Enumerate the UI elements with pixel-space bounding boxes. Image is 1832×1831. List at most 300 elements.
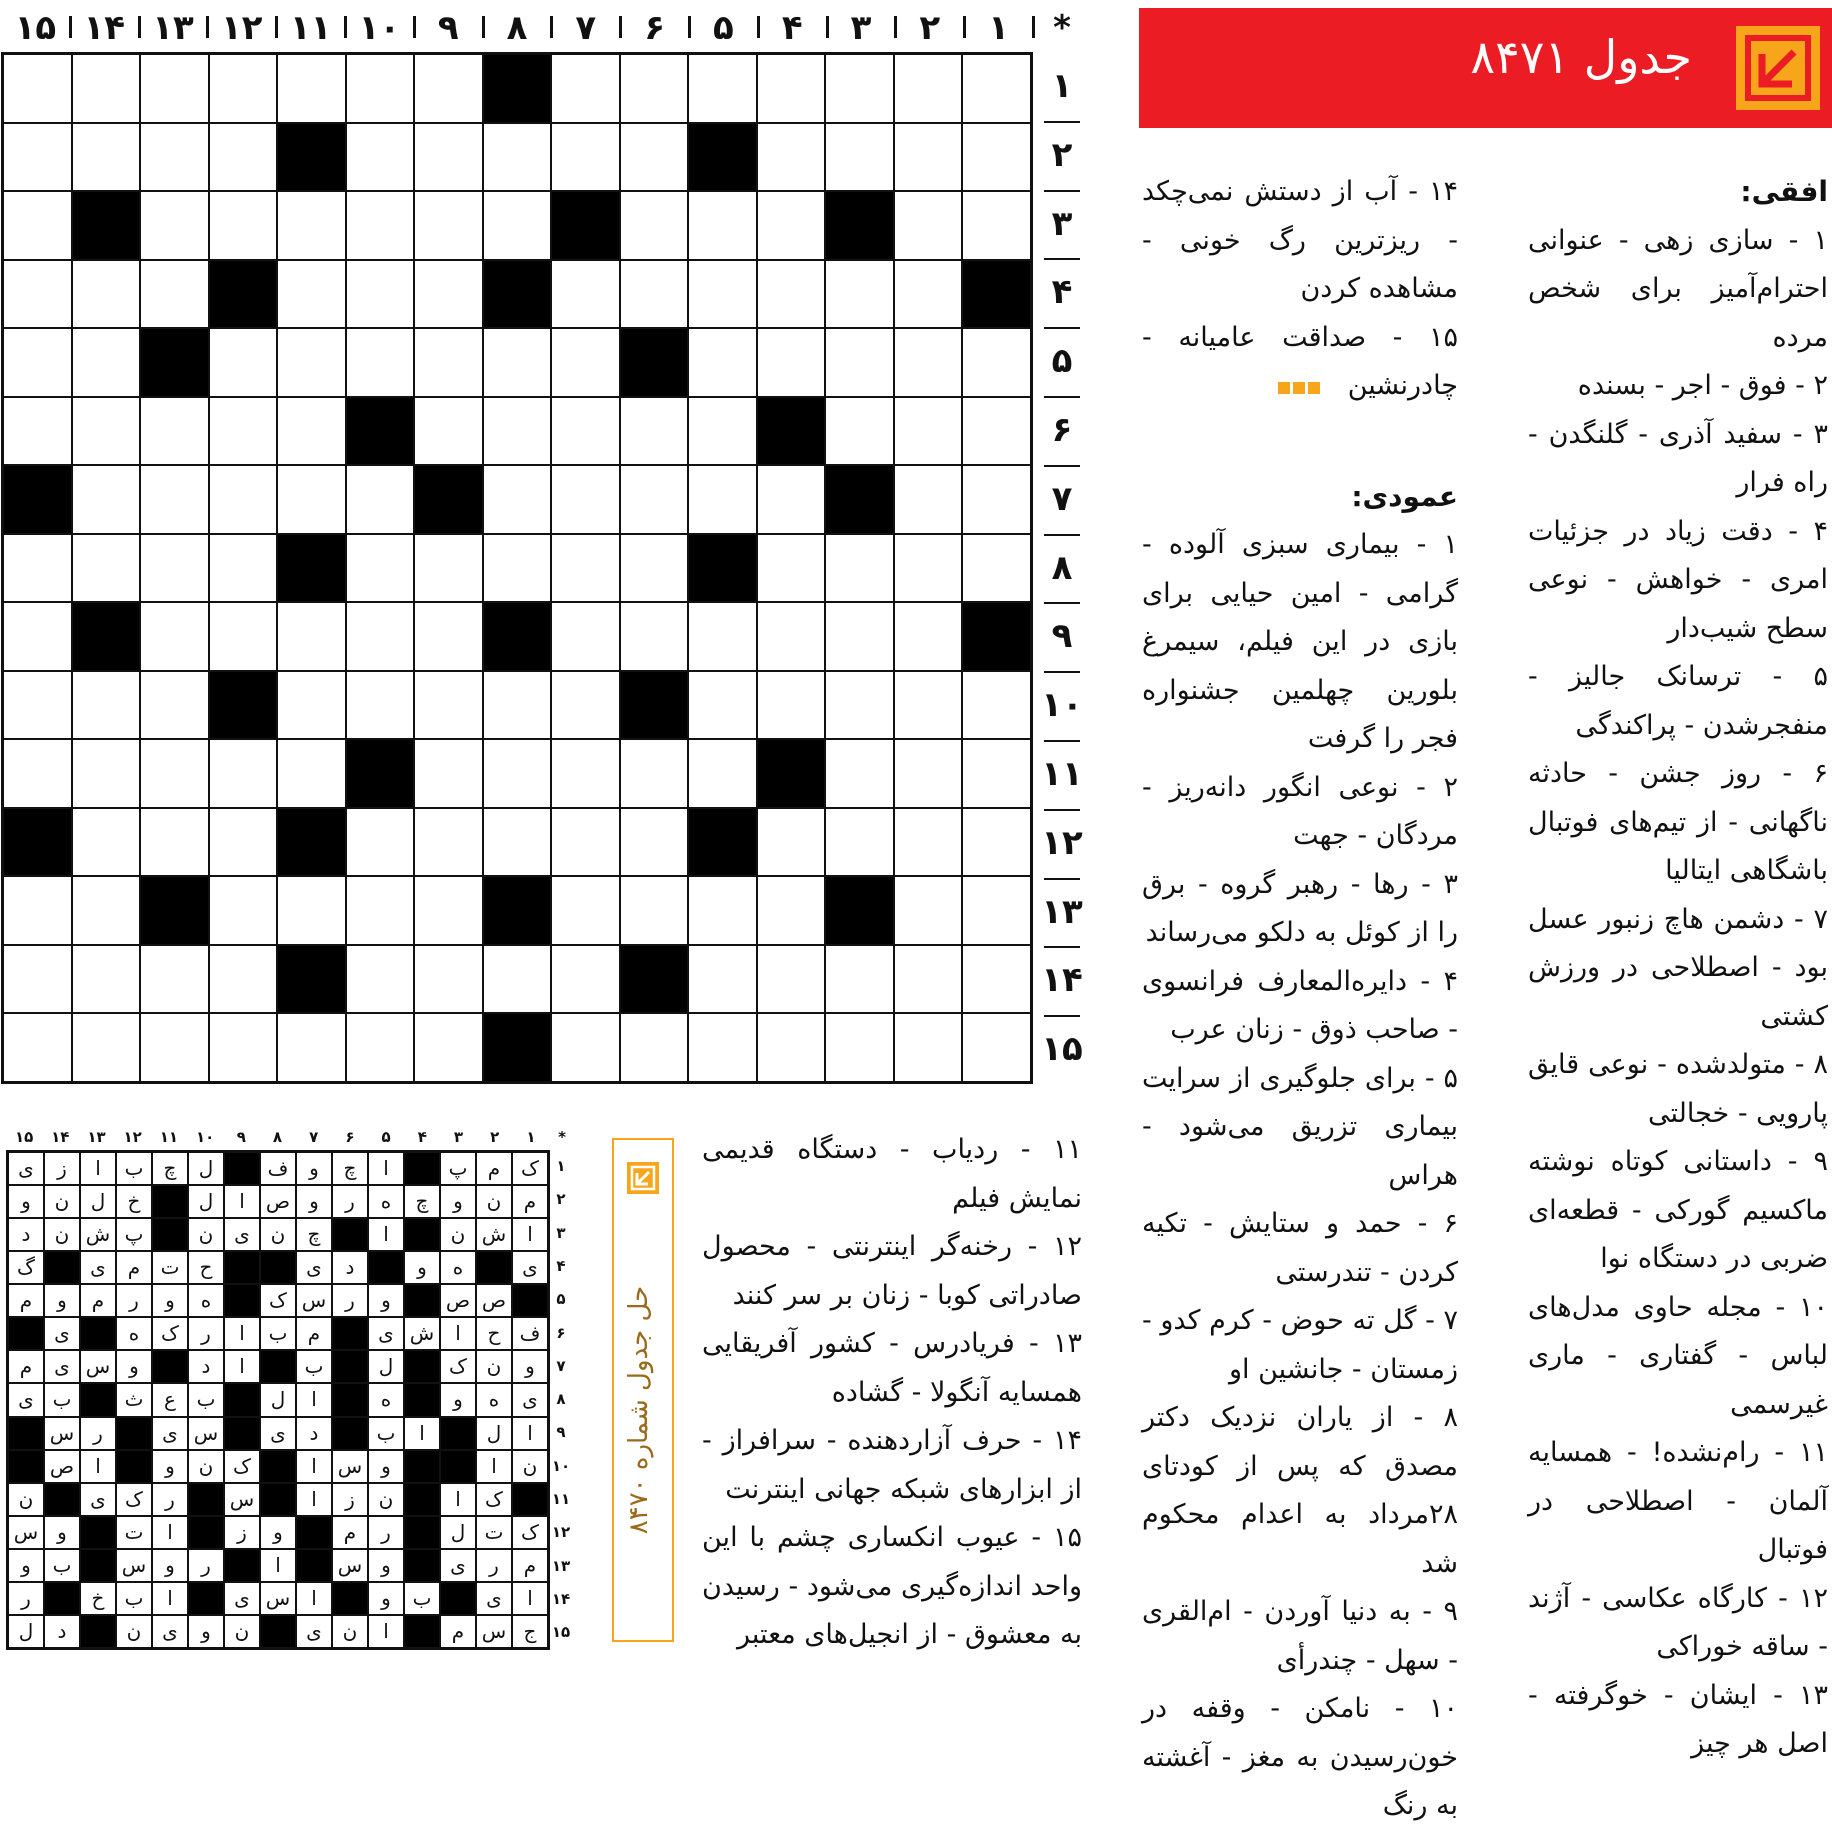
- empty-cell[interactable]: [551, 534, 620, 603]
- empty-cell[interactable]: [894, 54, 963, 123]
- solution-letter-cell: ب: [116, 1152, 152, 1185]
- empty-cell[interactable]: [894, 808, 963, 877]
- empty-cell[interactable]: [414, 945, 483, 1014]
- solution-letter-cell: ر: [368, 1516, 404, 1549]
- empty-cell[interactable]: [140, 397, 209, 466]
- empty-cell[interactable]: [620, 123, 689, 192]
- solution-letter-cell: و: [152, 1284, 188, 1317]
- empty-cell[interactable]: [962, 876, 1031, 945]
- column-number: ۳: [850, 8, 872, 48]
- empty-cell[interactable]: [551, 260, 620, 329]
- empty-cell[interactable]: [277, 465, 346, 534]
- vertical-clue: ۵ - برای جلوگیری از سرایت بیماری تزریق می‌شود - هراس: [1142, 1062, 1458, 1191]
- empty-cell[interactable]: [140, 1013, 209, 1082]
- empty-cell[interactable]: [209, 328, 278, 397]
- empty-cell[interactable]: [825, 945, 894, 1014]
- solution-letter-cell: ت: [476, 1516, 512, 1549]
- empty-cell[interactable]: [414, 54, 483, 123]
- empty-cell[interactable]: [757, 123, 826, 192]
- empty-cell[interactable]: [346, 945, 415, 1014]
- solution-letter-cell: ن: [512, 1450, 548, 1483]
- solution-letter-cell: م: [8, 1284, 44, 1317]
- solution-letter-cell: م: [296, 1317, 332, 1350]
- solution-black-cell: [224, 1152, 260, 1185]
- empty-cell[interactable]: [825, 328, 894, 397]
- empty-cell[interactable]: [483, 739, 552, 808]
- solution-black-cell: [224, 1284, 260, 1317]
- empty-cell[interactable]: [757, 534, 826, 603]
- solution-black-cell: [404, 1152, 440, 1185]
- empty-cell[interactable]: [962, 123, 1031, 192]
- empty-cell[interactable]: [688, 739, 757, 808]
- empty-cell[interactable]: [551, 671, 620, 740]
- solution-column-number: ۱۲: [123, 1128, 142, 1146]
- empty-cell[interactable]: [620, 191, 689, 260]
- empty-cell[interactable]: [209, 123, 278, 192]
- empty-cell[interactable]: [894, 1013, 963, 1082]
- empty-cell[interactable]: [3, 602, 72, 671]
- black-cell: [620, 945, 689, 1014]
- empty-cell[interactable]: [620, 1013, 689, 1082]
- empty-cell[interactable]: [688, 1013, 757, 1082]
- empty-cell[interactable]: [414, 602, 483, 671]
- empty-cell[interactable]: [620, 876, 689, 945]
- column-separator: [413, 16, 416, 38]
- empty-cell[interactable]: [3, 123, 72, 192]
- empty-cell[interactable]: [277, 739, 346, 808]
- empty-cell[interactable]: [688, 671, 757, 740]
- empty-cell[interactable]: [757, 876, 826, 945]
- empty-cell[interactable]: [346, 191, 415, 260]
- solution-black-cell: [404, 1284, 440, 1317]
- empty-cell[interactable]: [483, 671, 552, 740]
- solution-letter-cell: س: [332, 1450, 368, 1483]
- empty-cell[interactable]: [3, 945, 72, 1014]
- black-cell: [72, 191, 141, 260]
- empty-cell[interactable]: [757, 54, 826, 123]
- empty-cell[interactable]: [209, 739, 278, 808]
- row-number: ۱۴: [1041, 960, 1083, 1001]
- empty-cell[interactable]: [72, 465, 141, 534]
- empty-cell[interactable]: [414, 1013, 483, 1082]
- empty-cell[interactable]: [346, 328, 415, 397]
- solution-black-cell: [116, 1450, 152, 1483]
- empty-cell[interactable]: [3, 191, 72, 260]
- empty-cell[interactable]: [277, 191, 346, 260]
- empty-cell[interactable]: [72, 876, 141, 945]
- solution-letter-cell: ی: [224, 1218, 260, 1251]
- solution-letter-cell: ر: [332, 1185, 368, 1218]
- solution-column-number: ۹: [236, 1128, 246, 1146]
- solution-black-cell: [404, 1383, 440, 1416]
- black-cell: [140, 876, 209, 945]
- empty-cell[interactable]: [962, 808, 1031, 877]
- empty-cell[interactable]: [825, 602, 894, 671]
- empty-cell[interactable]: [277, 328, 346, 397]
- solution-letter-cell: و: [296, 1152, 332, 1185]
- solution-black-cell: [440, 1450, 476, 1483]
- vertical-clue: ۱۴ - حرف آزاردهنده - سرافراز - از ابزارهای شبکه جهانی اینترنت: [702, 1425, 1082, 1505]
- empty-cell[interactable]: [140, 465, 209, 534]
- solution-black-cell: [404, 1450, 440, 1483]
- solution-black-cell: [260, 1350, 296, 1383]
- black-cell: [277, 808, 346, 877]
- horizontal-clue: ۱۲ - کارگاه عکاسی - آژند - ساقه خوراکی: [1528, 1582, 1828, 1662]
- empty-cell[interactable]: [688, 465, 757, 534]
- solution-letter-cell: ی: [296, 1251, 332, 1284]
- solution-letter-cell: ن: [8, 1483, 44, 1516]
- empty-cell[interactable]: [894, 534, 963, 603]
- solution-letter-cell: ن: [440, 1218, 476, 1251]
- solution-letter-cell: ا: [296, 1483, 332, 1516]
- black-cell: [483, 54, 552, 123]
- empty-cell[interactable]: [894, 876, 963, 945]
- solution-letter-cell: ل: [440, 1516, 476, 1549]
- empty-cell[interactable]: [209, 465, 278, 534]
- vertical-clue: ۱۲ - رخنه‌گر اینترنتی - محصول صادراتی کوبا - زنان بر سر کنند: [702, 1231, 1082, 1311]
- empty-cell[interactable]: [277, 397, 346, 466]
- solution-black-cell: [332, 1317, 368, 1350]
- solution-letter-cell: ه: [368, 1185, 404, 1218]
- black-cell: [209, 260, 278, 329]
- empty-cell[interactable]: [414, 328, 483, 397]
- empty-cell[interactable]: [894, 671, 963, 740]
- empty-cell[interactable]: [277, 1013, 346, 1082]
- black-cell: [277, 534, 346, 603]
- empty-cell[interactable]: [346, 260, 415, 329]
- black-cell: [757, 739, 826, 808]
- empty-cell[interactable]: [620, 465, 689, 534]
- empty-cell[interactable]: [551, 945, 620, 1014]
- solution-black-cell: [332, 1582, 368, 1615]
- solution-row-number: ۵: [556, 1290, 566, 1309]
- solution-letter-cell: ر: [188, 1549, 224, 1582]
- empty-cell[interactable]: [551, 808, 620, 877]
- column-number: ۱: [988, 8, 1009, 48]
- black-cell: [757, 397, 826, 466]
- grid-column-header: [0, 4, 1090, 52]
- empty-cell[interactable]: [825, 739, 894, 808]
- empty-cell[interactable]: [346, 1013, 415, 1082]
- empty-cell[interactable]: [72, 671, 141, 740]
- empty-cell[interactable]: [551, 1013, 620, 1082]
- empty-cell[interactable]: [757, 671, 826, 740]
- empty-cell[interactable]: [894, 945, 963, 1014]
- empty-cell[interactable]: [688, 328, 757, 397]
- empty-cell[interactable]: [894, 123, 963, 192]
- empty-cell[interactable]: [825, 397, 894, 466]
- row-number: ۵: [1051, 341, 1073, 382]
- empty-cell[interactable]: [277, 260, 346, 329]
- empty-cell[interactable]: [551, 465, 620, 534]
- empty-cell[interactable]: [3, 54, 72, 123]
- empty-cell[interactable]: [72, 397, 141, 466]
- empty-cell[interactable]: [140, 54, 209, 123]
- solution-letter-cell: ک: [512, 1152, 548, 1185]
- empty-cell[interactable]: [140, 739, 209, 808]
- empty-cell[interactable]: [825, 260, 894, 329]
- empty-cell[interactable]: [483, 465, 552, 534]
- empty-cell[interactable]: [757, 602, 826, 671]
- empty-cell[interactable]: [346, 465, 415, 534]
- empty-cell[interactable]: [3, 876, 72, 945]
- solution-black-cell: [476, 1251, 512, 1284]
- solution-letter-cell: ش: [80, 1218, 116, 1251]
- empty-cell[interactable]: [3, 534, 72, 603]
- empty-cell[interactable]: [894, 191, 963, 260]
- empty-cell[interactable]: [688, 602, 757, 671]
- empty-cell[interactable]: [277, 876, 346, 945]
- solution-column-number: ۱۱: [159, 1128, 179, 1146]
- solution-letter-cell: ک: [152, 1317, 188, 1350]
- empty-cell[interactable]: [688, 876, 757, 945]
- empty-cell[interactable]: [551, 739, 620, 808]
- empty-cell[interactable]: [551, 876, 620, 945]
- empty-cell[interactable]: [140, 534, 209, 603]
- empty-cell[interactable]: [346, 876, 415, 945]
- empty-cell[interactable]: [757, 260, 826, 329]
- column-separator: [619, 16, 622, 38]
- empty-cell[interactable]: [72, 1013, 141, 1082]
- column-separator: [69, 16, 72, 38]
- empty-cell[interactable]: [894, 465, 963, 534]
- empty-cell[interactable]: [962, 534, 1031, 603]
- solution-black-cell: [296, 1516, 332, 1549]
- row-number: ۱۰: [1041, 685, 1083, 726]
- solution-letter-cell: چ: [152, 1152, 188, 1185]
- row-number: ۷: [1051, 478, 1073, 519]
- empty-cell[interactable]: [962, 465, 1031, 534]
- empty-cell[interactable]: [757, 945, 826, 1014]
- solution-letter-cell: س: [116, 1549, 152, 1582]
- solution-letter-cell: ب: [116, 1582, 152, 1615]
- empty-cell[interactable]: [962, 945, 1031, 1014]
- empty-cell[interactable]: [551, 123, 620, 192]
- empty-cell[interactable]: [140, 602, 209, 671]
- empty-cell[interactable]: [277, 602, 346, 671]
- empty-cell[interactable]: [3, 671, 72, 740]
- horizontal-clue: ۸ - متولدشده - نوعی قایق پارویی - خجالتی: [1528, 1049, 1828, 1129]
- empty-cell[interactable]: [894, 260, 963, 329]
- solution-letter-cell: و: [260, 1516, 296, 1549]
- empty-cell[interactable]: [688, 945, 757, 1014]
- empty-cell[interactable]: [414, 191, 483, 260]
- empty-cell[interactable]: [894, 602, 963, 671]
- empty-cell[interactable]: [894, 739, 963, 808]
- empty-cell[interactable]: [757, 1013, 826, 1082]
- empty-cell[interactable]: [620, 602, 689, 671]
- empty-cell[interactable]: [483, 534, 552, 603]
- empty-cell[interactable]: [894, 397, 963, 466]
- empty-cell[interactable]: [757, 328, 826, 397]
- solution-column-number: ۸: [272, 1128, 283, 1146]
- solution-letter-cell: ی: [80, 1483, 116, 1516]
- empty-cell[interactable]: [209, 1013, 278, 1082]
- empty-cell[interactable]: [346, 602, 415, 671]
- solution-letter-cell: ی: [224, 1582, 260, 1615]
- empty-cell[interactable]: [825, 671, 894, 740]
- empty-cell[interactable]: [620, 54, 689, 123]
- empty-cell[interactable]: [346, 54, 415, 123]
- empty-cell[interactable]: [209, 397, 278, 466]
- solution-letter-cell: ن: [116, 1615, 152, 1648]
- empty-cell[interactable]: [483, 328, 552, 397]
- black-cell: [688, 808, 757, 877]
- empty-cell[interactable]: [962, 54, 1031, 123]
- empty-cell[interactable]: [620, 739, 689, 808]
- empty-cell[interactable]: [414, 671, 483, 740]
- solution-letter-cell: ا: [296, 1450, 332, 1483]
- empty-cell[interactable]: [894, 328, 963, 397]
- empty-cell[interactable]: [483, 945, 552, 1014]
- empty-cell[interactable]: [551, 397, 620, 466]
- empty-cell[interactable]: [346, 808, 415, 877]
- empty-cell[interactable]: [209, 808, 278, 877]
- vertical-clue: ۴ - دایره‌المعارف فرانسوی - صاحب ذوق - زنان عرب: [1142, 965, 1458, 1045]
- horizontal-clues-column: [1528, 168, 1828, 1769]
- empty-cell[interactable]: [72, 534, 141, 603]
- empty-cell[interactable]: [3, 328, 72, 397]
- solution-letter-cell: س: [296, 1284, 332, 1317]
- solution-letter-cell: ا: [152, 1516, 188, 1549]
- empty-cell[interactable]: [140, 123, 209, 192]
- solution-black-cell: [152, 1185, 188, 1218]
- empty-cell[interactable]: [483, 808, 552, 877]
- solution-letter-cell: س: [44, 1417, 80, 1450]
- empty-cell[interactable]: [72, 739, 141, 808]
- empty-cell[interactable]: [72, 123, 141, 192]
- empty-cell[interactable]: [209, 191, 278, 260]
- solution-letter-cell: ی: [440, 1549, 476, 1582]
- empty-cell[interactable]: [414, 808, 483, 877]
- solution-letter-cell: ن: [476, 1350, 512, 1383]
- empty-cell[interactable]: [414, 534, 483, 603]
- solution-black-cell: [44, 1582, 80, 1615]
- solution-letter-cell: م: [512, 1185, 548, 1218]
- empty-cell[interactable]: [551, 54, 620, 123]
- empty-cell[interactable]: [277, 54, 346, 123]
- empty-cell[interactable]: [3, 397, 72, 466]
- column-number: ۱۵: [14, 8, 57, 48]
- empty-cell[interactable]: [483, 123, 552, 192]
- empty-cell[interactable]: [620, 397, 689, 466]
- empty-cell[interactable]: [688, 397, 757, 466]
- vertical-clue: ۱۰ - نامکن - وقفه در خون‌رسیدن به مغز - آغشته به رنگ: [1142, 1693, 1458, 1821]
- empty-cell[interactable]: [72, 54, 141, 123]
- empty-cell[interactable]: [140, 671, 209, 740]
- empty-cell[interactable]: [688, 54, 757, 123]
- empty-cell[interactable]: [620, 808, 689, 877]
- empty-cell[interactable]: [140, 191, 209, 260]
- column-separator: [757, 16, 760, 38]
- empty-cell[interactable]: [209, 534, 278, 603]
- solution-letter-cell: و: [8, 1549, 44, 1582]
- empty-cell[interactable]: [962, 739, 1031, 808]
- empty-cell[interactable]: [962, 191, 1031, 260]
- empty-cell[interactable]: [620, 260, 689, 329]
- empty-cell[interactable]: [962, 328, 1031, 397]
- solution-black-cell: [512, 1284, 548, 1317]
- empty-cell[interactable]: [72, 328, 141, 397]
- empty-cell[interactable]: [757, 191, 826, 260]
- solution-letter-cell: ه: [440, 1251, 476, 1284]
- empty-cell[interactable]: [962, 1013, 1031, 1082]
- black-cell: [825, 465, 894, 534]
- solution-row-number: ۴: [556, 1256, 566, 1275]
- empty-cell[interactable]: [209, 602, 278, 671]
- solution-row-number: ۷: [556, 1356, 566, 1375]
- empty-cell[interactable]: [140, 945, 209, 1014]
- solution-black-cell: [188, 1516, 224, 1549]
- empty-cell[interactable]: [414, 260, 483, 329]
- empty-cell[interactable]: [140, 260, 209, 329]
- empty-cell[interactable]: [825, 808, 894, 877]
- solution-black-cell: [188, 1483, 224, 1516]
- empty-cell[interactable]: [962, 397, 1031, 466]
- empty-cell[interactable]: [346, 671, 415, 740]
- solution-letter-cell: ا: [80, 1450, 116, 1483]
- solution-column-number: ۴: [417, 1128, 427, 1146]
- empty-cell[interactable]: [688, 260, 757, 329]
- empty-cell[interactable]: [962, 671, 1031, 740]
- empty-cell[interactable]: [209, 876, 278, 945]
- solution-letter-cell: ل: [8, 1615, 44, 1648]
- empty-cell[interactable]: [72, 945, 141, 1014]
- empty-cell[interactable]: [757, 808, 826, 877]
- empty-cell[interactable]: [551, 602, 620, 671]
- solution-letter-cell: ر: [80, 1417, 116, 1450]
- empty-cell[interactable]: [551, 328, 620, 397]
- title-bar: [1139, 8, 1832, 128]
- empty-cell[interactable]: [414, 123, 483, 192]
- empty-cell[interactable]: [3, 260, 72, 329]
- solution-letter-cell: ن: [476, 1185, 512, 1218]
- empty-cell[interactable]: [825, 1013, 894, 1082]
- black-cell: [277, 945, 346, 1014]
- empty-cell[interactable]: [825, 123, 894, 192]
- empty-cell[interactable]: [72, 808, 141, 877]
- empty-cell[interactable]: [209, 54, 278, 123]
- empty-cell[interactable]: [414, 397, 483, 466]
- empty-cell[interactable]: [414, 739, 483, 808]
- empty-cell[interactable]: [209, 945, 278, 1014]
- empty-cell[interactable]: [620, 534, 689, 603]
- empty-cell[interactable]: [3, 1013, 72, 1082]
- empty-cell[interactable]: [414, 876, 483, 945]
- empty-cell[interactable]: [825, 54, 894, 123]
- solution-letter-cell: ا: [296, 1582, 332, 1615]
- solution-letter-cell: ت: [116, 1516, 152, 1549]
- solution-letter-cell: ن: [188, 1218, 224, 1251]
- solution-black-cell: [260, 1450, 296, 1483]
- empty-cell[interactable]: [277, 671, 346, 740]
- empty-cell[interactable]: [140, 808, 209, 877]
- empty-cell[interactable]: [688, 191, 757, 260]
- solution-black-cell: [404, 1218, 440, 1251]
- solution-letter-cell: ن: [44, 1218, 80, 1251]
- empty-cell[interactable]: [757, 465, 826, 534]
- empty-cell[interactable]: [72, 260, 141, 329]
- solution-letter-cell: ا: [512, 1417, 548, 1450]
- empty-cell[interactable]: [483, 191, 552, 260]
- empty-cell[interactable]: [825, 534, 894, 603]
- solution-letter-cell: ف: [512, 1317, 548, 1350]
- empty-cell[interactable]: [346, 534, 415, 603]
- solution-letter-cell: و: [368, 1284, 404, 1317]
- empty-cell[interactable]: [483, 397, 552, 466]
- empty-cell[interactable]: [346, 123, 415, 192]
- empty-cell[interactable]: [3, 739, 72, 808]
